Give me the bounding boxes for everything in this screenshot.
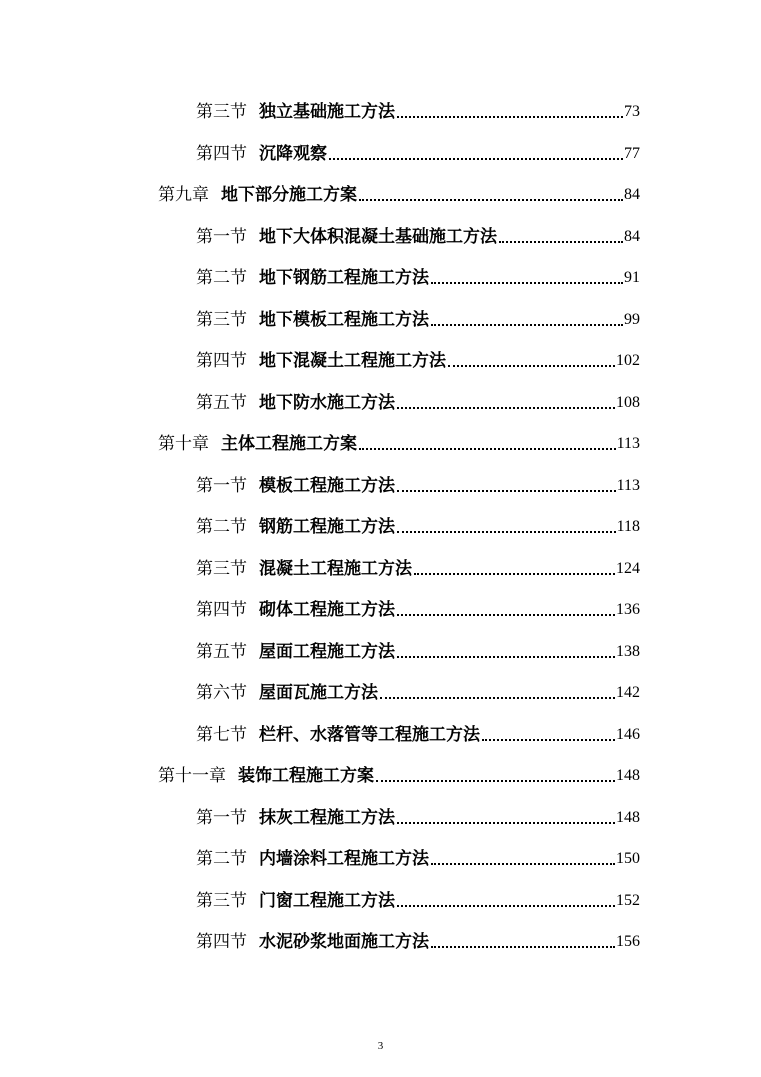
toc-dot-leader bbox=[397, 116, 623, 118]
toc-entry-title: 混凝土工程施工方法 bbox=[259, 559, 412, 579]
toc-entry-title: 沉降观察 bbox=[259, 144, 327, 164]
toc-entry[interactable] bbox=[196, 512, 640, 538]
toc-dot-leader bbox=[397, 490, 616, 492]
toc-entry-title: 地下部分施工方案 bbox=[221, 185, 357, 205]
toc-entry-page: 142 bbox=[616, 684, 640, 701]
toc-entry-number: 第二节 bbox=[196, 268, 247, 288]
toc-entry-page: 118 bbox=[616, 518, 640, 535]
toc-entry-title: 地下钢筋工程施工方法 bbox=[259, 268, 429, 288]
toc-entry[interactable] bbox=[196, 97, 640, 123]
toc-entry-number: 第五节 bbox=[196, 393, 247, 413]
toc-entry-number: 第三节 bbox=[196, 891, 247, 911]
toc-entry[interactable] bbox=[196, 222, 640, 248]
toc-dot-leader bbox=[397, 905, 615, 907]
toc-dot-leader bbox=[397, 656, 615, 658]
toc-entry-number: 第九章 bbox=[158, 185, 209, 205]
toc-entry[interactable] bbox=[196, 844, 640, 870]
toc-entry-number: 第四节 bbox=[196, 351, 247, 371]
toc-entry-number: 第四节 bbox=[196, 932, 247, 952]
toc-dot-leader bbox=[397, 614, 615, 616]
toc-entry-title: 装饰工程施工方案 bbox=[238, 766, 374, 786]
toc-dot-leader bbox=[482, 739, 615, 741]
toc-dot-leader bbox=[431, 324, 623, 326]
toc-entry[interactable] bbox=[196, 720, 640, 746]
toc-entry-page: 84 bbox=[624, 186, 640, 203]
toc-entry-page: 152 bbox=[616, 892, 640, 909]
toc-entry-number: 第三节 bbox=[196, 310, 247, 330]
toc-dot-leader bbox=[359, 448, 616, 450]
toc-dot-leader bbox=[329, 158, 623, 160]
toc-entry-title: 地下大体积混凝土基础施工方法 bbox=[259, 227, 497, 247]
toc-entry-title: 钢筋工程施工方法 bbox=[259, 517, 395, 537]
toc-entry-page: 148 bbox=[616, 767, 640, 784]
toc-entry-number: 第一节 bbox=[196, 476, 247, 496]
toc-entry-title: 主体工程施工方案 bbox=[221, 434, 357, 454]
toc-entry[interactable] bbox=[196, 346, 640, 372]
toc-entry-page: 73 bbox=[624, 103, 640, 120]
toc-entry-title: 独立基础施工方法 bbox=[259, 102, 395, 122]
toc-entry-page: 138 bbox=[616, 643, 640, 660]
toc-dot-leader bbox=[431, 946, 615, 948]
toc-entry[interactable] bbox=[196, 803, 640, 829]
toc-dot-leader bbox=[397, 822, 615, 824]
toc-entry[interactable] bbox=[196, 886, 640, 912]
toc-entry[interactable] bbox=[196, 388, 640, 414]
toc-entry[interactable] bbox=[196, 678, 640, 704]
toc-entry-title: 屋面工程施工方法 bbox=[259, 642, 395, 662]
toc-entry-title: 水泥砂浆地面施工方法 bbox=[259, 932, 429, 952]
toc-entry-page: 146 bbox=[616, 726, 640, 743]
toc-entry[interactable] bbox=[196, 263, 640, 289]
toc-entry[interactable] bbox=[158, 429, 640, 455]
toc-entry-number: 第十章 bbox=[158, 434, 209, 454]
toc-entry-page: 91 bbox=[624, 269, 640, 286]
toc-entry[interactable] bbox=[158, 180, 640, 206]
toc-dot-leader bbox=[414, 573, 615, 575]
toc-entry-page: 156 bbox=[616, 933, 640, 950]
toc-entry-page: 102 bbox=[616, 352, 640, 369]
toc-entry-title: 砌体工程施工方法 bbox=[259, 600, 395, 620]
toc-entry-number: 第三节 bbox=[196, 559, 247, 579]
page-number: 3 bbox=[377, 1040, 384, 1052]
toc-entry-title: 地下防水施工方法 bbox=[259, 393, 395, 413]
toc-entry-number: 第十一章 bbox=[158, 766, 226, 786]
toc-entry-title: 屋面瓦施工方法 bbox=[259, 683, 378, 703]
toc-entry-page: 108 bbox=[616, 394, 640, 411]
toc-entry[interactable] bbox=[196, 139, 640, 165]
toc-entry[interactable] bbox=[158, 761, 640, 787]
toc-entry-title: 模板工程施工方法 bbox=[259, 476, 395, 496]
toc-dot-leader bbox=[499, 241, 623, 243]
toc-entry[interactable] bbox=[196, 554, 640, 580]
toc-entry-title: 内墙涂料工程施工方法 bbox=[259, 849, 429, 869]
toc-entry-page: 77 bbox=[624, 145, 640, 162]
toc-entry-title: 地下模板工程施工方法 bbox=[259, 310, 429, 330]
toc-entry-page: 124 bbox=[616, 560, 640, 577]
toc-entry-page: 99 bbox=[624, 311, 640, 328]
toc-entry-number: 第一节 bbox=[196, 227, 247, 247]
toc-entry[interactable] bbox=[196, 305, 640, 331]
toc-entry-number: 第四节 bbox=[196, 600, 247, 620]
toc-entry-number: 第六节 bbox=[196, 683, 247, 703]
toc-dot-leader bbox=[431, 863, 615, 865]
toc-entry-title: 栏杆、水落管等工程施工方法 bbox=[259, 725, 480, 745]
toc-dot-leader bbox=[431, 282, 623, 284]
toc-entry-page: 113 bbox=[616, 435, 640, 452]
toc-entry-title: 门窗工程施工方法 bbox=[259, 891, 395, 911]
toc-entry-title: 地下混凝土工程施工方法 bbox=[259, 351, 446, 371]
toc-entry[interactable] bbox=[196, 927, 640, 953]
toc-entry-number: 第一节 bbox=[196, 808, 247, 828]
toc-dot-leader bbox=[359, 199, 623, 201]
toc-entry-page: 148 bbox=[616, 809, 640, 826]
toc-entry[interactable] bbox=[196, 595, 640, 621]
toc-entry[interactable] bbox=[196, 637, 640, 663]
toc-dot-leader bbox=[397, 407, 615, 409]
toc-entry-number: 第三节 bbox=[196, 102, 247, 122]
toc-entry-page: 84 bbox=[624, 228, 640, 245]
toc-entry-page: 113 bbox=[616, 477, 640, 494]
toc-entry[interactable] bbox=[196, 471, 640, 497]
toc-entry-number: 第四节 bbox=[196, 144, 247, 164]
toc-dot-leader bbox=[380, 697, 615, 699]
toc-entry-number: 第二节 bbox=[196, 849, 247, 869]
toc-entry-title: 抹灰工程施工方法 bbox=[259, 808, 395, 828]
toc-entry-number: 第二节 bbox=[196, 517, 247, 537]
toc-dot-leader bbox=[397, 531, 616, 533]
toc-dot-leader bbox=[448, 365, 615, 367]
toc-dot-leader bbox=[376, 780, 615, 782]
toc-entry-number: 第五节 bbox=[196, 642, 247, 662]
toc-entry-page: 150 bbox=[616, 850, 640, 867]
toc-entry-number: 第七节 bbox=[196, 725, 247, 745]
toc-entry-page: 136 bbox=[616, 601, 640, 618]
